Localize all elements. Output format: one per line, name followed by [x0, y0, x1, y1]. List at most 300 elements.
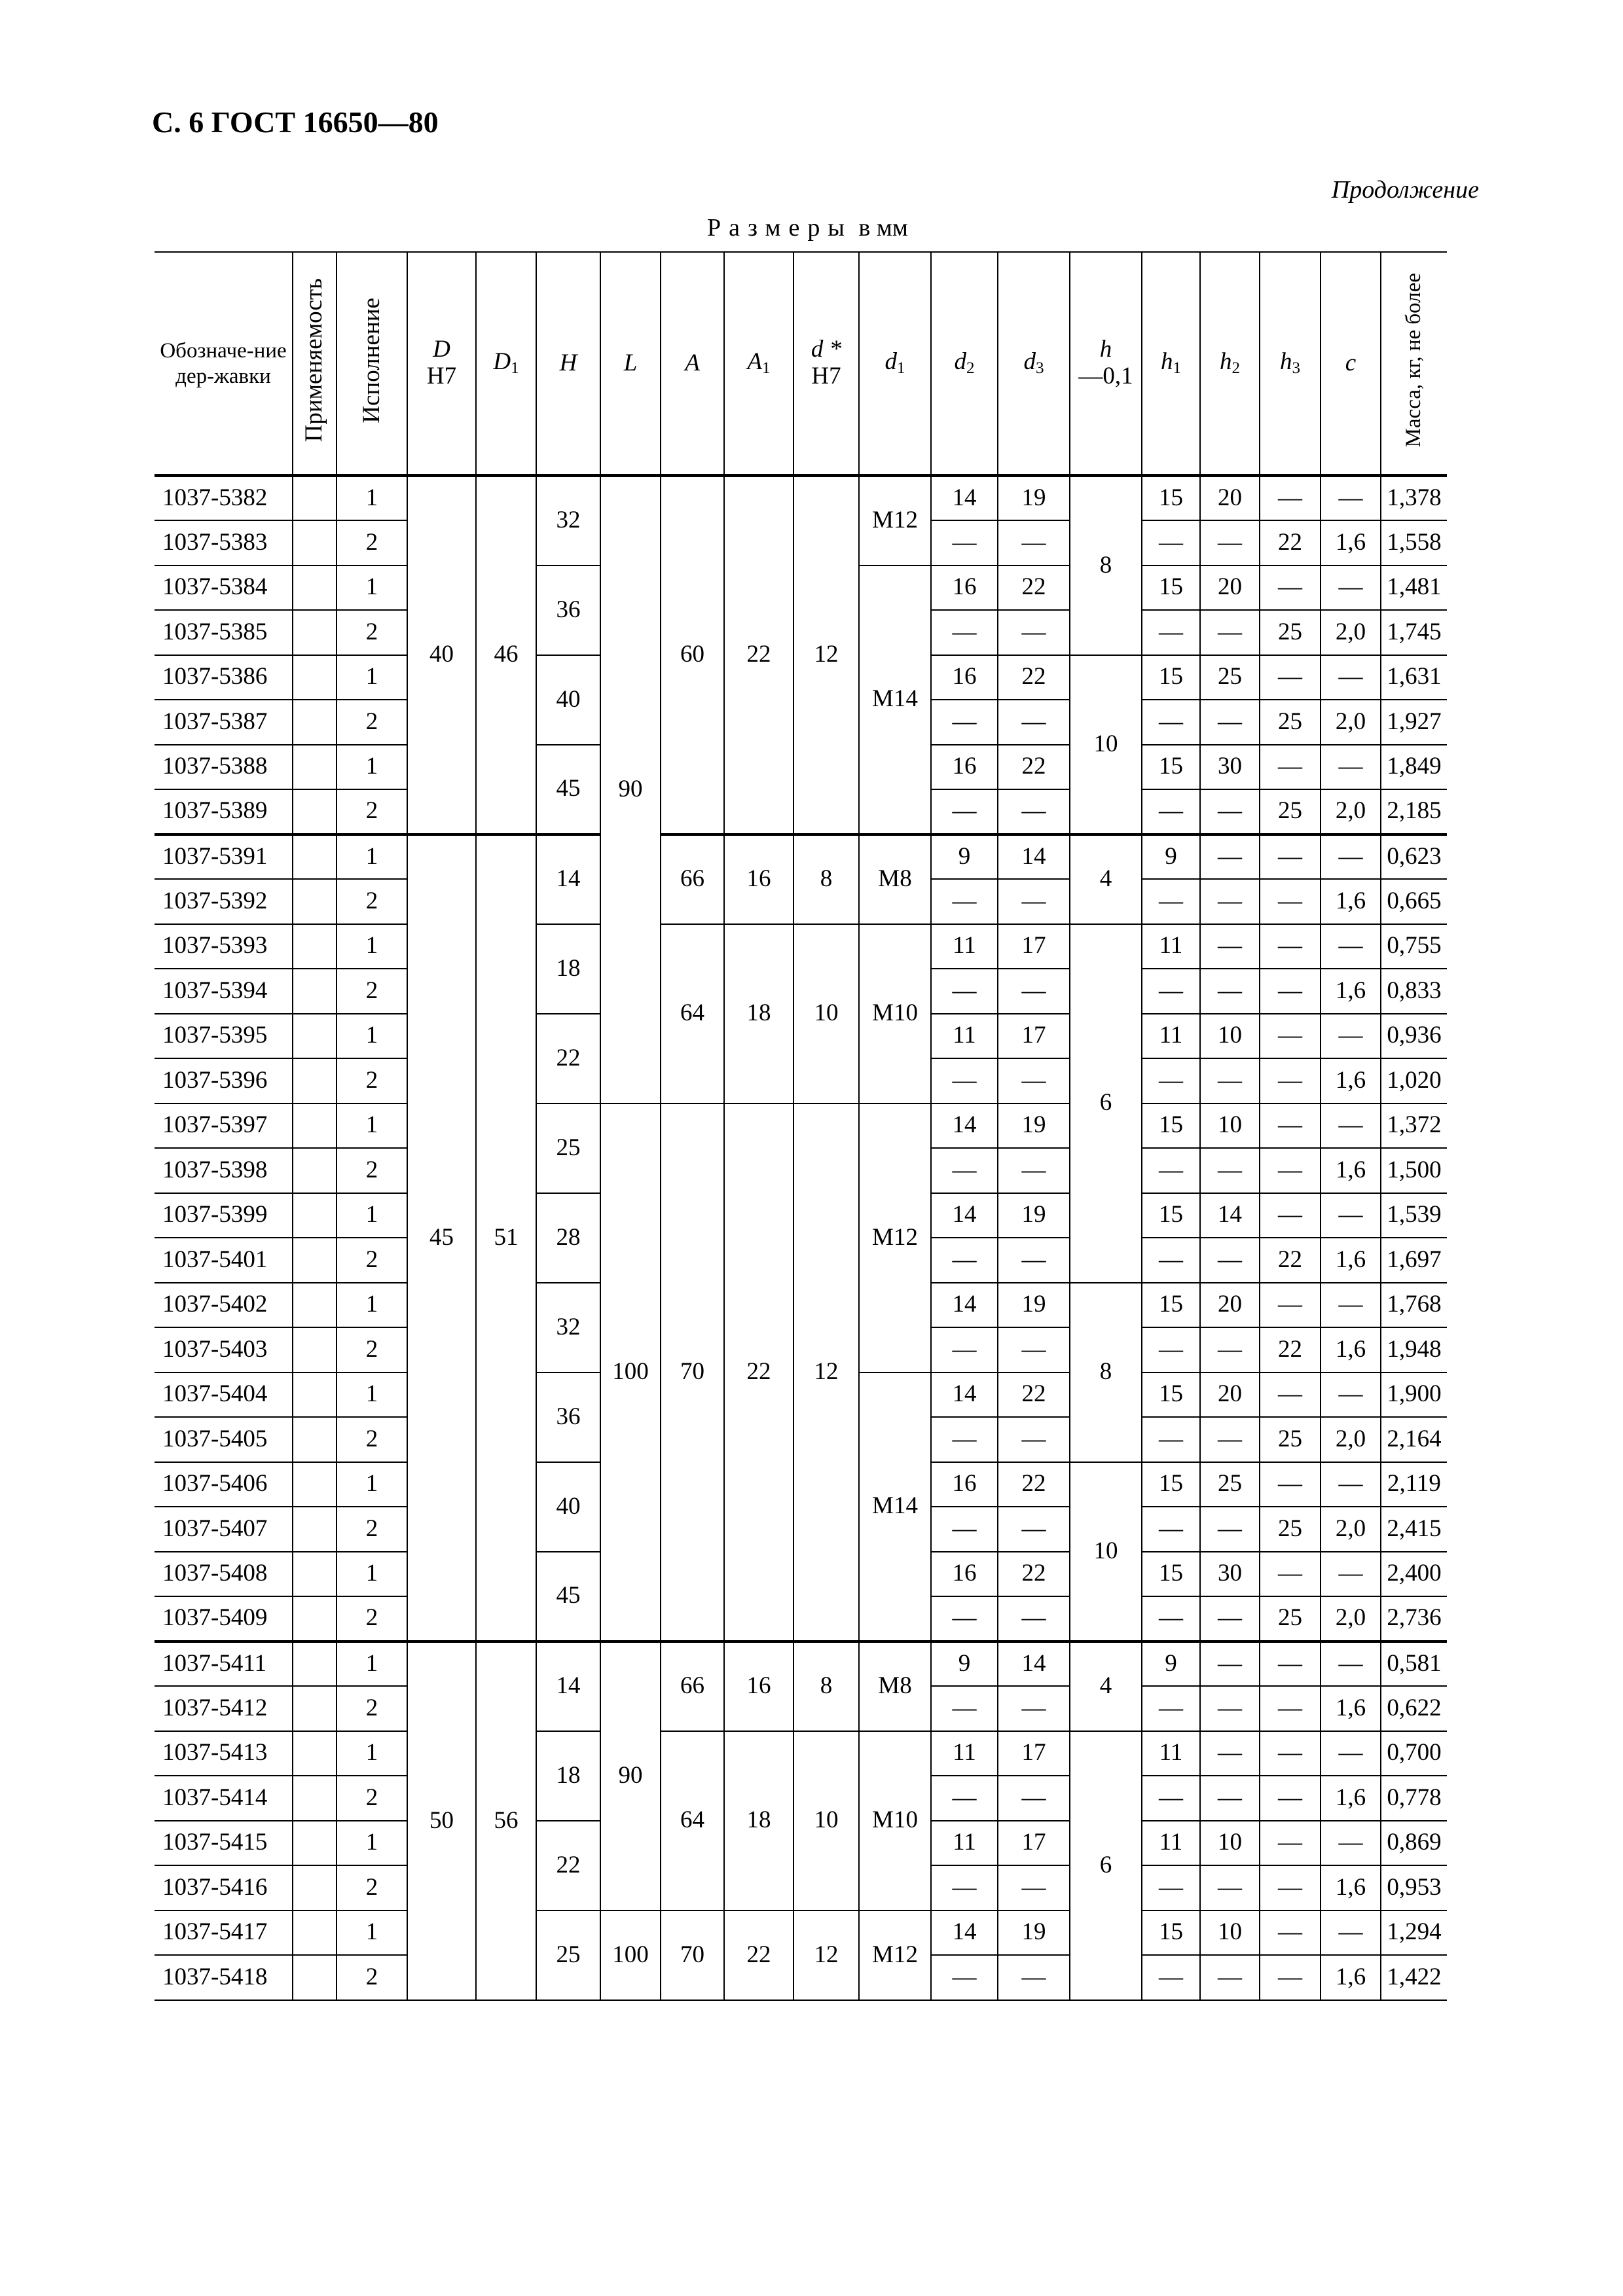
- cell-mass: 1,294: [1381, 1910, 1447, 1956]
- cell-c: —: [1321, 1731, 1381, 1776]
- cell-h2: —: [1200, 520, 1260, 565]
- cell-mass: 0,953: [1381, 1865, 1447, 1910]
- cell-designation: 1037-5412: [155, 1686, 293, 1731]
- cell-mass: 1,927: [1381, 700, 1447, 745]
- cell-c: 2,0: [1321, 789, 1381, 834]
- units-caption: [707, 213, 908, 242]
- cell-designation: 1037-5391: [155, 834, 293, 880]
- cell-A: 64: [661, 1731, 724, 1910]
- cell-H: 25: [536, 1103, 600, 1193]
- table-row: [155, 834, 1489, 880]
- cell-H: 22: [536, 1014, 600, 1103]
- cell-d2: 14: [931, 476, 998, 521]
- cell-d2: 11: [931, 1014, 998, 1059]
- cell-h3: 22: [1260, 520, 1321, 565]
- cell-applicability: [293, 1148, 337, 1193]
- cell-h1: 11: [1142, 1731, 1200, 1776]
- col-D1: $D_1$: [476, 252, 536, 476]
- cell-version: 2: [337, 1955, 407, 2000]
- col-d1: $d_1$: [859, 252, 931, 476]
- cell-d3: 17: [998, 1014, 1070, 1059]
- cell-version: 1: [337, 1283, 407, 1328]
- cell-c: 2,0: [1321, 700, 1381, 745]
- table-row: [155, 1641, 1489, 1687]
- table-row: [155, 1731, 1489, 1776]
- cell-d2: —: [931, 1507, 998, 1552]
- cell-d2: 11: [931, 924, 998, 969]
- cell-version: 1: [337, 1193, 407, 1238]
- cell-D1: 56: [476, 1641, 536, 2000]
- cell-A1: 16: [724, 834, 793, 924]
- cell-mass: 2,415: [1381, 1507, 1447, 1552]
- cell-h1: 15: [1142, 655, 1200, 700]
- cell-applicability: [293, 565, 337, 611]
- cell-h3: —: [1260, 1462, 1321, 1507]
- cell-c: 1,6: [1321, 1238, 1381, 1283]
- cell-d2: 14: [931, 1193, 998, 1238]
- cell-d3: 14: [998, 834, 1070, 880]
- cell-d1: M14: [859, 1372, 931, 1641]
- cell-d2: 14: [931, 1372, 998, 1418]
- cell-version: 2: [337, 1865, 407, 1910]
- cell-d2: 14: [931, 1283, 998, 1328]
- cell-d: 12: [793, 1910, 859, 2000]
- col-D: D H7: [407, 252, 476, 476]
- cell-mass: 2,164: [1381, 1417, 1447, 1462]
- cell-designation: 1037-5409: [155, 1596, 293, 1641]
- cell-c: —: [1321, 1103, 1381, 1149]
- cell-version: 1: [337, 476, 407, 521]
- col-d: d * H7: [793, 252, 859, 476]
- cell-h3: —: [1260, 1372, 1321, 1418]
- cell-h2: —: [1200, 1865, 1260, 1910]
- cell-h1: —: [1142, 1417, 1200, 1462]
- cell-mass: 1,422: [1381, 1955, 1447, 2000]
- cell-h2: 20: [1200, 1283, 1260, 1328]
- cell-c: —: [1321, 1641, 1381, 1687]
- cell-h1: —: [1142, 1776, 1200, 1821]
- cell-designation: 1037-5415: [155, 1821, 293, 1866]
- cell-d2: 14: [931, 1910, 998, 1956]
- cell-h2: —: [1200, 700, 1260, 745]
- cell-A1: 18: [724, 924, 793, 1103]
- cell-h3: —: [1260, 1058, 1321, 1103]
- cell-H: 32: [536, 1283, 600, 1372]
- cell-h2: 10: [1200, 1910, 1260, 1956]
- cell-H: 32: [536, 476, 600, 565]
- cell-d: 8: [793, 1641, 859, 1731]
- cell-h1: —: [1142, 1238, 1200, 1283]
- cell-d2: 11: [931, 1821, 998, 1866]
- cell-c: 1,6: [1321, 1865, 1381, 1910]
- cell-L: 90: [600, 476, 661, 1103]
- cell-version: 2: [337, 1327, 407, 1372]
- cell-d: 10: [793, 924, 859, 1103]
- cell-h1: —: [1142, 1327, 1200, 1372]
- cell-applicability: [293, 1462, 337, 1507]
- cell-d3: —: [998, 1238, 1070, 1283]
- cell-h2: —: [1200, 1731, 1260, 1776]
- cell-designation: 1037-5386: [155, 655, 293, 700]
- cell-d1: M12: [859, 1103, 931, 1372]
- cell-c: —: [1321, 1372, 1381, 1418]
- cell-A: 60: [661, 476, 724, 834]
- cell-h3: 25: [1260, 700, 1321, 745]
- cell-h1: 11: [1142, 1014, 1200, 1059]
- cell-d3: —: [998, 1417, 1070, 1462]
- cell-h2: —: [1200, 1058, 1260, 1103]
- cell-applicability: [293, 1283, 337, 1328]
- cell-d3: —: [998, 879, 1070, 924]
- cell-h: 8: [1070, 476, 1142, 655]
- cell-A1: 22: [724, 1103, 793, 1641]
- cell-designation: 1037-5395: [155, 1014, 293, 1059]
- cell-H: 36: [536, 1372, 600, 1462]
- cell-c: 1,6: [1321, 1058, 1381, 1103]
- cell-d2: —: [931, 1865, 998, 1910]
- cell-c: —: [1321, 655, 1381, 700]
- cell-c: —: [1321, 834, 1381, 880]
- cell-designation: 1037-5404: [155, 1372, 293, 1418]
- cell-A1: 22: [724, 1910, 793, 2000]
- cell-mass: 2,400: [1381, 1552, 1447, 1597]
- cell-H: 14: [536, 834, 600, 924]
- cell-h1: 15: [1142, 476, 1200, 521]
- cell-d: 10: [793, 1731, 859, 1910]
- cell-h2: 25: [1200, 1462, 1260, 1507]
- cell-d3: 22: [998, 565, 1070, 611]
- cell-h1: —: [1142, 1058, 1200, 1103]
- cell-H: 22: [536, 1821, 600, 1910]
- cell-h2: —: [1200, 1596, 1260, 1641]
- cell-h: 8: [1070, 1283, 1142, 1462]
- cell-applicability: [293, 1193, 337, 1238]
- cell-h1: —: [1142, 969, 1200, 1014]
- cell-h1: 11: [1142, 1821, 1200, 1866]
- cell-applicability: [293, 700, 337, 745]
- cell-d: 8: [793, 834, 859, 924]
- cell-designation: 1037-5397: [155, 1103, 293, 1149]
- cell-h2: 25: [1200, 655, 1260, 700]
- cell-d3: 17: [998, 1731, 1070, 1776]
- cell-h3: —: [1260, 1731, 1321, 1776]
- cell-h2: —: [1200, 610, 1260, 655]
- col-h1: $h_1$: [1142, 252, 1200, 476]
- cell-d3: 14: [998, 1641, 1070, 1687]
- cell-mass: 0,755: [1381, 924, 1447, 969]
- cell-c: —: [1321, 476, 1381, 521]
- cell-h1: —: [1142, 700, 1200, 745]
- cell-designation: 1037-5388: [155, 745, 293, 790]
- cell-designation: 1037-5414: [155, 1776, 293, 1821]
- cell-D: 45: [407, 834, 476, 1641]
- cell-mass: 0,700: [1381, 1731, 1447, 1776]
- cell-applicability: [293, 1821, 337, 1866]
- cell-h3: —: [1260, 1283, 1321, 1328]
- cell-h2: 20: [1200, 565, 1260, 611]
- col-d2: $d_2$: [931, 252, 998, 476]
- cell-d3: 22: [998, 1552, 1070, 1597]
- holder-dimensions-table: [155, 251, 1489, 2001]
- cell-d3: —: [998, 1148, 1070, 1193]
- cell-A: 66: [661, 834, 724, 924]
- cell-applicability: [293, 1686, 337, 1731]
- cell-version: 2: [337, 1148, 407, 1193]
- cell-h2: 20: [1200, 476, 1260, 521]
- cell-c: —: [1321, 745, 1381, 790]
- cell-designation: 1037-5394: [155, 969, 293, 1014]
- cell-applicability: [293, 834, 337, 880]
- cell-mass: 0,623: [1381, 834, 1447, 880]
- cell-H: 14: [536, 1641, 600, 1731]
- cell-version: 1: [337, 1821, 407, 1866]
- cell-d3: 19: [998, 1283, 1070, 1328]
- cell-applicability: [293, 610, 337, 655]
- cell-version: 1: [337, 924, 407, 969]
- cell-version: 2: [337, 879, 407, 924]
- table-row: [155, 1103, 1489, 1149]
- cell-d1: M8: [859, 834, 931, 924]
- cell-h2: 14: [1200, 1193, 1260, 1238]
- header-row: [155, 252, 1489, 476]
- cell-A1: 18: [724, 1731, 793, 1910]
- cell-version: 2: [337, 520, 407, 565]
- cell-applicability: [293, 1552, 337, 1597]
- col-H: H: [536, 252, 600, 476]
- units-lead: Размеры: [707, 214, 852, 242]
- cell-h3: —: [1260, 1865, 1321, 1910]
- cell-h1: 15: [1142, 745, 1200, 790]
- cell-h1: —: [1142, 1955, 1200, 2000]
- cell-c: 1,6: [1321, 520, 1381, 565]
- cell-version: 2: [337, 1776, 407, 1821]
- cell-H: 18: [536, 924, 600, 1014]
- cell-d3: —: [998, 1686, 1070, 1731]
- cell-version: 2: [337, 1238, 407, 1283]
- cell-c: —: [1321, 1283, 1381, 1328]
- cell-c: —: [1321, 1462, 1381, 1507]
- table-row: [155, 476, 1489, 521]
- cell-h1: —: [1142, 1686, 1200, 1731]
- cell-designation: 1037-5407: [155, 1507, 293, 1552]
- cell-h3: —: [1260, 1955, 1321, 2000]
- cell-designation: 1037-5387: [155, 700, 293, 745]
- cell-h3: —: [1260, 476, 1321, 521]
- cell-h2: —: [1200, 1417, 1260, 1462]
- cell-version: 2: [337, 1686, 407, 1731]
- cell-c: 1,6: [1321, 1686, 1381, 1731]
- cell-applicability: [293, 1731, 337, 1776]
- cell-version: 1: [337, 655, 407, 700]
- cell-designation: 1037-5416: [155, 1865, 293, 1910]
- cell-H: 45: [536, 745, 600, 834]
- cell-d3: —: [998, 1955, 1070, 2000]
- cell-d3: 22: [998, 745, 1070, 790]
- cell-A: 64: [661, 924, 724, 1103]
- cell-version: 1: [337, 1731, 407, 1776]
- cell-mass: 0,778: [1381, 1776, 1447, 1821]
- cell-version: 2: [337, 610, 407, 655]
- cell-h1: 9: [1142, 1641, 1200, 1687]
- cell-version: 1: [337, 834, 407, 880]
- cell-mass: 0,833: [1381, 969, 1447, 1014]
- cell-version: 1: [337, 1014, 407, 1059]
- cell-applicability: [293, 1910, 337, 1956]
- cell-c: —: [1321, 1821, 1381, 1866]
- cell-d2: —: [931, 1417, 998, 1462]
- cell-d2: 14: [931, 1103, 998, 1149]
- cell-mass: 0,869: [1381, 1821, 1447, 1866]
- cell-c: 2,0: [1321, 1507, 1381, 1552]
- cell-h3: —: [1260, 1148, 1321, 1193]
- cell-version: 1: [337, 1103, 407, 1149]
- cell-d2: 9: [931, 834, 998, 880]
- cell-d3: 19: [998, 1193, 1070, 1238]
- cell-L: 100: [600, 1103, 661, 1641]
- cell-d2: 11: [931, 1731, 998, 1776]
- cell-h3: —: [1260, 1193, 1321, 1238]
- cell-applicability: [293, 1507, 337, 1552]
- cell-H: 28: [536, 1193, 600, 1283]
- cell-h2: —: [1200, 1327, 1260, 1372]
- cell-h2: 30: [1200, 745, 1260, 790]
- cell-H: 18: [536, 1731, 600, 1821]
- cell-h2: —: [1200, 1686, 1260, 1731]
- cell-h3: —: [1260, 1686, 1321, 1731]
- cell-version: 2: [337, 1596, 407, 1641]
- cell-d1: M8: [859, 1641, 931, 1731]
- cell-c: —: [1321, 1910, 1381, 1956]
- cell-h: 10: [1070, 655, 1142, 834]
- cell-h3: 22: [1260, 1327, 1321, 1372]
- cell-designation: 1037-5402: [155, 1283, 293, 1328]
- cell-h: 6: [1070, 924, 1142, 1283]
- cell-mass: 2,736: [1381, 1596, 1447, 1641]
- cell-designation: 1037-5393: [155, 924, 293, 969]
- col-mass: Масса, кг, не более: [1381, 252, 1447, 476]
- cell-d3: 22: [998, 1462, 1070, 1507]
- cell-h3: —: [1260, 969, 1321, 1014]
- cell-H: 45: [536, 1552, 600, 1641]
- cell-version: 1: [337, 1910, 407, 1956]
- cell-mass: 1,745: [1381, 610, 1447, 655]
- cell-mass: 1,558: [1381, 520, 1447, 565]
- cell-c: 1,6: [1321, 969, 1381, 1014]
- cell-applicability: [293, 476, 337, 521]
- table-row: [155, 924, 1489, 969]
- cell-h3: —: [1260, 1552, 1321, 1597]
- cell-h3: —: [1260, 655, 1321, 700]
- cell-designation: 1037-5418: [155, 1955, 293, 2000]
- cell-h3: 25: [1260, 610, 1321, 655]
- cell-h2: —: [1200, 1955, 1260, 2000]
- cell-d3: —: [998, 1327, 1070, 1372]
- cell-h2: 30: [1200, 1552, 1260, 1597]
- cell-c: 1,6: [1321, 1327, 1381, 1372]
- cell-d3: 17: [998, 1821, 1070, 1866]
- col-d3: $d_3$: [998, 252, 1070, 476]
- cell-h3: —: [1260, 565, 1321, 611]
- cell-h3: —: [1260, 879, 1321, 924]
- cell-mass: 1,697: [1381, 1238, 1447, 1283]
- cell-mass: 1,378: [1381, 476, 1447, 521]
- cell-applicability: [293, 969, 337, 1014]
- cell-designation: 1037-5413: [155, 1731, 293, 1776]
- cell-applicability: [293, 745, 337, 790]
- cell-h2: —: [1200, 879, 1260, 924]
- cell-applicability: [293, 879, 337, 924]
- cell-d3: 22: [998, 655, 1070, 700]
- cell-mass: 1,372: [1381, 1103, 1447, 1149]
- cell-d3: —: [998, 520, 1070, 565]
- cell-mass: 2,119: [1381, 1462, 1447, 1507]
- cell-h: 4: [1070, 834, 1142, 924]
- cell-h2: —: [1200, 969, 1260, 1014]
- cell-c: 2,0: [1321, 610, 1381, 655]
- cell-d2: —: [931, 879, 998, 924]
- cell-d3: —: [998, 969, 1070, 1014]
- col-applicability: Применяемость: [293, 252, 337, 476]
- cell-c: —: [1321, 565, 1381, 611]
- cell-h2: —: [1200, 1641, 1260, 1687]
- cell-d2: 16: [931, 655, 998, 700]
- cell-h3: —: [1260, 745, 1321, 790]
- cell-h1: 15: [1142, 1552, 1200, 1597]
- cell-applicability: [293, 789, 337, 834]
- cell-d2: —: [931, 969, 998, 1014]
- cell-d1: M10: [859, 1731, 931, 1910]
- cell-mass: 1,948: [1381, 1327, 1447, 1372]
- cell-applicability: [293, 1372, 337, 1418]
- cell-h2: —: [1200, 1238, 1260, 1283]
- cell-h3: —: [1260, 1014, 1321, 1059]
- cell-d2: —: [931, 1776, 998, 1821]
- cell-d3: —: [998, 1865, 1070, 1910]
- cell-applicability: [293, 1955, 337, 2000]
- cell-c: 2,0: [1321, 1596, 1381, 1641]
- cell-d3: —: [998, 1507, 1070, 1552]
- cell-h3: —: [1260, 1910, 1321, 1956]
- cell-A1: 22: [724, 476, 793, 834]
- col-c: c: [1321, 252, 1381, 476]
- cell-h1: 9: [1142, 834, 1200, 880]
- cell-version: 1: [337, 1462, 407, 1507]
- cell-version: 2: [337, 969, 407, 1014]
- cell-d2: —: [931, 1955, 998, 2000]
- cell-d3: 22: [998, 1372, 1070, 1418]
- cell-d3: —: [998, 610, 1070, 655]
- cell-d1: M12: [859, 476, 931, 565]
- cell-d2: —: [931, 1148, 998, 1193]
- cell-H: 25: [536, 1910, 600, 2000]
- cell-version: 2: [337, 700, 407, 745]
- cell-designation: 1037-5401: [155, 1238, 293, 1283]
- cell-c: 2,0: [1321, 1417, 1381, 1462]
- cell-designation: 1037-5382: [155, 476, 293, 521]
- units-tail: в мм: [858, 214, 908, 242]
- cell-c: 1,6: [1321, 879, 1381, 924]
- cell-d1: M10: [859, 924, 931, 1103]
- cell-H: 36: [536, 565, 600, 655]
- cell-d2: —: [931, 789, 998, 834]
- cell-applicability: [293, 1865, 337, 1910]
- cell-h2: —: [1200, 1507, 1260, 1552]
- cell-H: 40: [536, 1462, 600, 1552]
- cell-c: —: [1321, 924, 1381, 969]
- cell-A: 70: [661, 1103, 724, 1641]
- cell-mass: 0,936: [1381, 1014, 1447, 1059]
- cell-h: 6: [1070, 1731, 1142, 2000]
